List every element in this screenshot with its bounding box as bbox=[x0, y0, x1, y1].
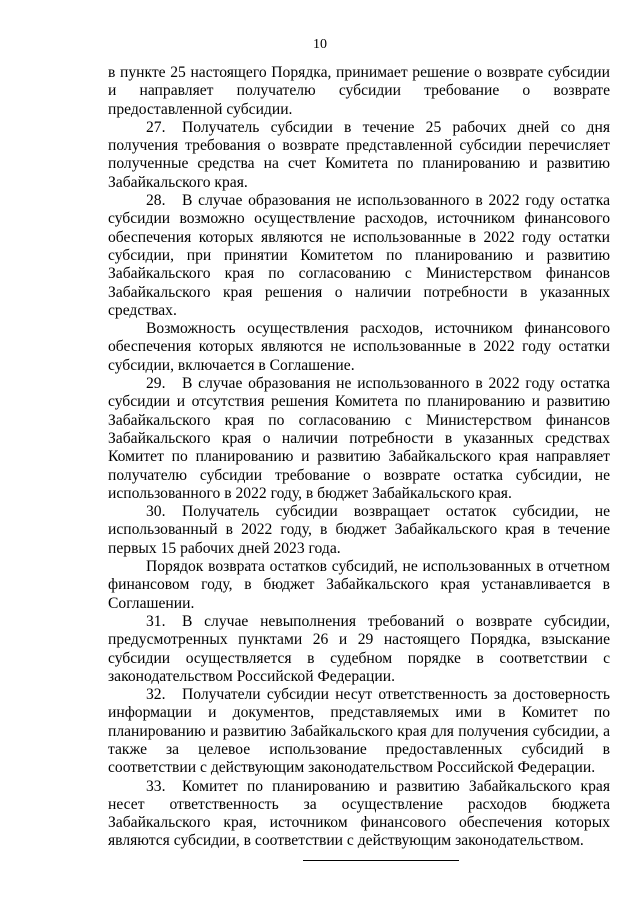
paragraph-number: 32. bbox=[146, 686, 166, 704]
paragraph-number: 28. bbox=[146, 192, 166, 210]
paragraph-28 bbox=[108, 192, 610, 320]
page-number: 10 bbox=[313, 37, 327, 52]
paragraph-continuation bbox=[108, 64, 610, 119]
paragraph-text: В случае образования не использованного в 2022 году остатка субсидии и отсутствия решения Комитета по планированию и развитию Забайкальского края по согласованию с Министерством финансов Забайкальского края о наличии потребности в указанных средствах Комитет по планированию и развитию Забайкальского края направляет получателю субсидии требование о возврате остатка субсидии, не использованного в 2022 году, в бюджет Забайкальского края. bbox=[108, 375, 610, 502]
paragraph-text: В случае невыполнения требований о возврате субсидии, предусмотренных пунктами 26 и 29 настоящего Порядка, взыскание субсидии осуществляется в судебном порядке в соответствии с законодательством Российской Федерации. bbox=[108, 612, 610, 685]
document-body bbox=[108, 64, 610, 861]
paragraph-text: Возможность осуществления расходов, источником финансового обеспечения которых являются не использованные в 2022 году остатки субсидии, включается в Соглашение. bbox=[108, 320, 610, 374]
paragraph-text: В случае образования не использованного в 2022 году остатка субсидии возможно осуществление расходов, источником финансового обеспечения которых являются не использованные в 2022 году остатки субсидии, при принятии Комитетом по планированию и развитию Забайкальского края по согласованию с Министерством финансов Забайкальского края решения о наличии потребности в указанных средствах. bbox=[108, 192, 610, 319]
paragraph-28-note bbox=[108, 320, 610, 375]
end-separator-line bbox=[303, 860, 459, 861]
paragraph-number: 29. bbox=[146, 375, 166, 393]
paragraph-text: Получатель субсидии в течение 25 рабочих дней со дня получения требования о возврате представленной субсидии перечисляет полученные средства на счет Комитета по планированию и развитию Забайкальского края. bbox=[108, 118, 610, 191]
paragraph-text: Получатель субсидии возвращает остаток субсидии, не использованный в 2022 году, в бюджет Забайкальского края в течение первых 15 рабочих дней 2023 года. bbox=[108, 503, 610, 557]
paragraph-32 bbox=[108, 686, 610, 777]
paragraph-29 bbox=[108, 375, 610, 503]
paragraph-number: 27. bbox=[146, 118, 166, 136]
paragraph-number: 30. bbox=[146, 503, 166, 521]
paragraph-text: в пункте 25 настоящего Порядка, принимает решение о возврате субсидии и направляет получателю субсидии требование о возврате предоставленной субсидии. bbox=[108, 64, 610, 118]
paragraph-text: Порядок возврата остатков субсидий, не использованных в отчетном финансовом году, в бюджет Забайкальского края устанавливается в Соглашении. bbox=[108, 558, 610, 612]
paragraph-33 bbox=[108, 778, 610, 851]
paragraph-27 bbox=[108, 119, 610, 192]
paragraph-number: 33. bbox=[146, 777, 166, 795]
paragraph-text: Комитет по планированию и развитию Забайкальского края несет ответственность за осуществление расходов бюджета Забайкальского края, источником финансового обеспечения которых являются субсидии, в соответствии с действующим законодательством. bbox=[108, 777, 610, 850]
paragraph-number: 31. bbox=[146, 612, 166, 630]
paragraph-31 bbox=[108, 613, 610, 686]
paragraph-text: Получатели субсидии несут ответственность за достоверность информации и документов, представляемых ими в Комитет по планированию и развитию Забайкальского края для получения субсидии, а также за целевое использование предоставленных субсидий в соответствии с действующим законодательством Российской Федерации. bbox=[108, 686, 610, 777]
paragraph-30-note bbox=[108, 558, 610, 613]
paragraph-30 bbox=[108, 503, 610, 558]
